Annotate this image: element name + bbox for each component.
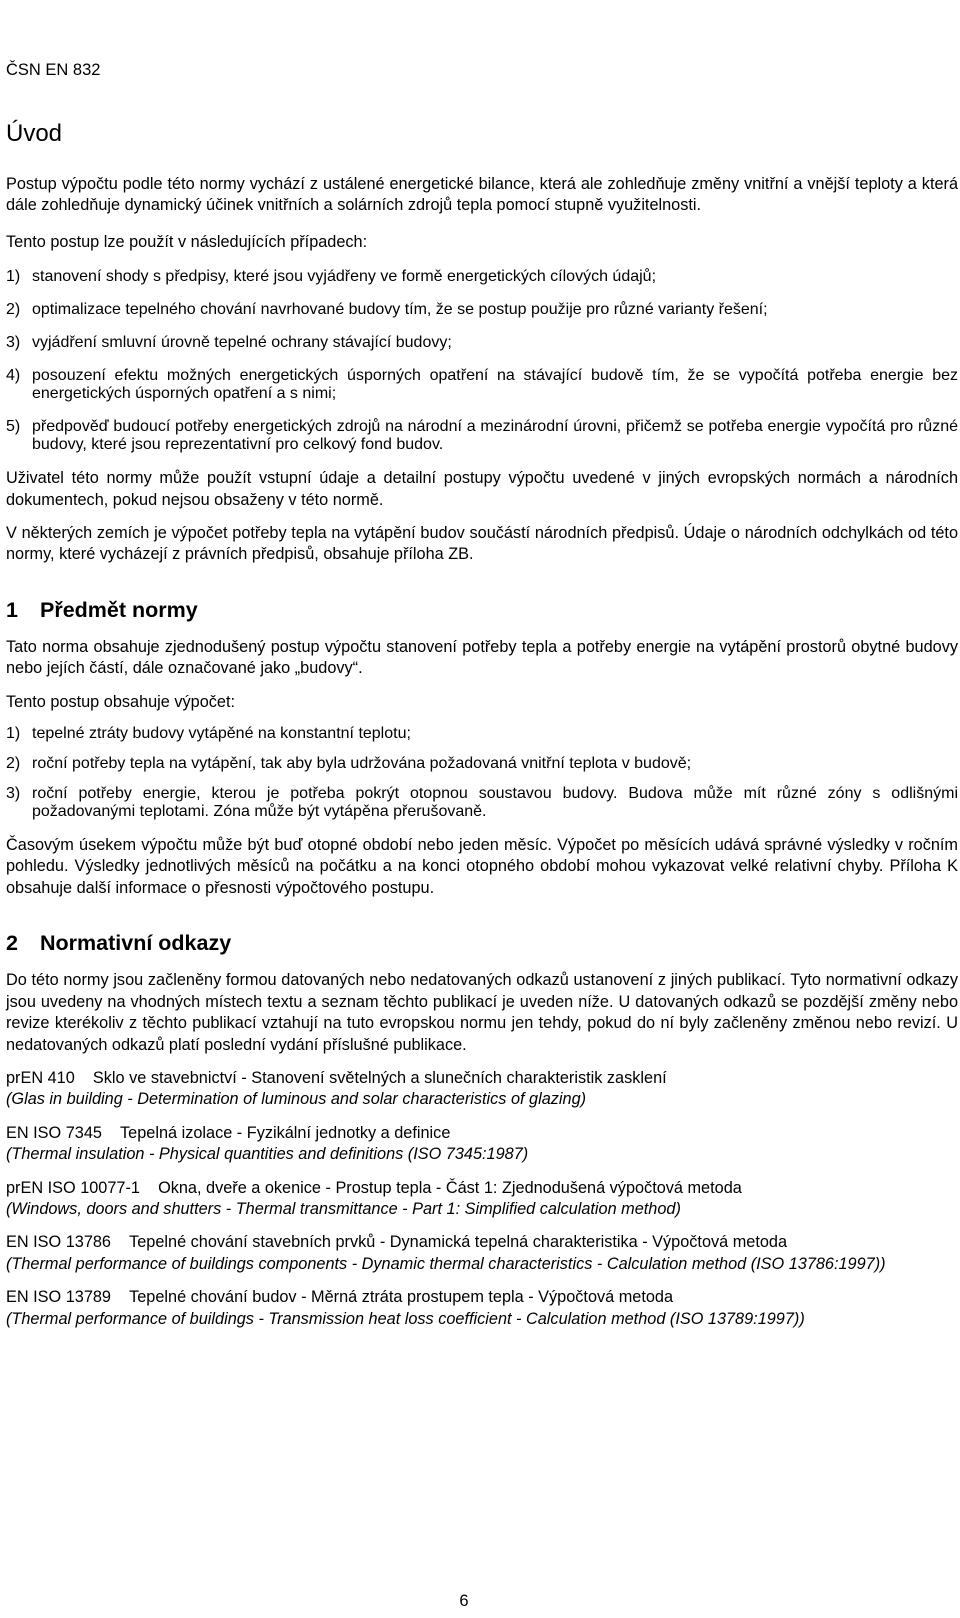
watermark-line-2: Prodej nebo poskytnuti normy treti osobe je v rozporu se zakonem !: [469, 25, 932, 44]
reference-title-line: [6, 1123, 958, 1144]
section-number: 1: [6, 597, 18, 622]
list-item: [6, 334, 958, 352]
section1-paragraph-1: Tato norma obsahuje zjednodušený postup výpočtu stanovení potřeby tepla a potřeby energie na vytápění prostorů obytné budovy nebo jejích částí, dále označované jako „budovy“.: [6, 637, 958, 678]
list-item: [6, 725, 958, 743]
list-item-number: 1): [6, 268, 21, 286]
section1-paragraph-3: Časovým úsekem výpočtu může být buď otopné období nebo jeden měsíc. Výpočet po měsících udává správné výsledky v ročním pohledu. Výsledky jednotlivých měsíců na počátku a na konci otopného období mohou vykazovat velké relativní chyby. Příloha K obsahuje další informace o přesnosti výpočtového postupu.: [6, 836, 958, 897]
intro-paragraph-1: Postup výpočtu podle této normy vychází z ustálené energetické bilance, která ale zohledňuje změny vnitřní a vnější teploty a která dále zohledňuje dynamický účinek vnitřních a solárních zdrojů tepla pomocí stupně využitelnosti.: [6, 175, 958, 215]
list-item: [6, 418, 958, 454]
reference-title-en: (Windows, doors and shutters - Thermal transmittance - Part 1: Simplified calculation method): [6, 1199, 681, 1218]
intro-paragraph-2: Tento postup lze použít v následujících případech:: [6, 232, 368, 251]
normative-reference: [6, 1123, 958, 1166]
intro-paragraph-3: Uživatel této normy může použít vstupní údaje a detailní postupy výpočtu uvedené v jiných evropských normách a národních dokumentech, pokud nejsou obsaženy v této normě.: [6, 469, 958, 509]
reference-code: EN ISO 13786: [6, 1233, 111, 1252]
list-item-text: optimalizace tepelného chování navrhované budovy tím, že se postup použije pro různé varianty řešení;: [32, 301, 768, 319]
list-item-number: 2): [6, 301, 21, 319]
reference-code: prEN 410: [6, 1068, 75, 1087]
section-number: 2: [6, 931, 18, 956]
reference-title-en: (Glas in building - Determination of luminous and solar characteristics of glazing): [6, 1090, 587, 1109]
list-item-number: 4): [6, 367, 21, 385]
section-heading-1: [6, 598, 958, 623]
watermark-line-1: Tato norma byla prodana firme: Arch.Design, s.r.o. ICO 25764314: [479, 3, 932, 22]
list-item-number: 1): [6, 725, 21, 743]
reference-title-en: (Thermal insulation - Physical quantities and definitions (ISO 7345:1987): [6, 1145, 529, 1164]
reference-title-en: (Thermal performance of buildings components - Dynamic thermal characteristics - Calculation method (ISO 13786:1997)): [6, 1254, 886, 1273]
normative-reference: [6, 1232, 958, 1275]
list-item-text: vyjádření smluvní úrovně tepelné ochrany stávající budovy;: [32, 334, 452, 352]
reference-code: prEN ISO 10077-1: [6, 1178, 140, 1197]
section-title: Normativní odkazy: [40, 931, 232, 956]
reference-code: EN ISO 13789: [6, 1288, 111, 1307]
section-title: Předmět normy: [40, 597, 198, 622]
reference-title-cz: Tepelné chování stavebních prvků - Dynamická tepelná charakteristika - Výpočtová metoda: [129, 1233, 788, 1252]
list-item-text: posouzení efektu možných energetických úsporných opatření na stávající budově tím, že se vypočítá potřeba energie bez energetických úsporných opatření a s nimi;: [32, 367, 958, 403]
normative-reference: [6, 1287, 958, 1330]
list-item: [6, 367, 958, 403]
list-item-number: 3): [6, 785, 21, 803]
list-item: [6, 755, 958, 773]
reference-title-cz: Sklo ve stavebnictví - Stanovení světelných a slunečních charakteristik zasklení: [92, 1068, 667, 1087]
list-item: [6, 301, 958, 319]
list-item-number: 3): [6, 334, 21, 352]
standard-code: ČSN EN 832: [6, 61, 101, 79]
list-item: [6, 268, 958, 286]
list-item-number: 2): [6, 755, 21, 773]
license-watermark: [470, 2, 932, 46]
reference-code: EN ISO 7345: [6, 1123, 102, 1142]
section2-paragraph-1: Do této normy jsou začleněny formou datovaných nebo nedatovaných odkazů ustanovení z jiných publikací. Tyto normativní odkazy jsou uvedeny na vhodných místech textu a seznam těchto publikací je uveden níže. U datovaných odkazů se pozdější změny nebo revize kterékoliv z těchto publikací vztahují na tuto evropskou normu jen tehdy, pokud do ní byly začleněny změnou nebo revizí. U nedatovaných odkazů platí poslední vydání příslušné publikace.: [6, 971, 958, 1054]
document-body: [6, 120, 958, 1330]
list-item-text: stanovení shody s předpisy, které jsou vyjádřeny ve formě energetických cílových údajů;: [32, 268, 657, 286]
reference-title-cz: Okna, dveře a okenice - Prostup tepla - Část 1: Zjednodušená výpočtová metoda: [158, 1178, 742, 1197]
reference-title-line: [6, 1178, 958, 1199]
intro-heading: Úvod: [6, 120, 63, 147]
list-item-text: roční potřeby energie, kterou je potřeba pokrýt otopnou soustavou budovy. Budova může mít různé zóny s odlišnými požadovanými teplotami. Zóna může být vytápěna přerušovaně.: [32, 785, 958, 821]
reference-title-cz: Tepelná izolace - Fyzikální jednotky a definice: [120, 1123, 451, 1142]
page-number: 6: [459, 1592, 469, 1610]
intro-paragraph-4: V některých zemích je výpočet potřeby tepla na vytápění budov součástí národních předpisů. Údaje o národních odchylkách od této normy, které vycházejí z právních předpisů, obsahuje příloha ZB.: [6, 524, 958, 564]
section1-paragraph-2: Tento postup obsahuje výpočet:: [6, 692, 236, 711]
reference-title-cz: Tepelné chování budov - Měrná ztráta prostupem tepla - Výpočtová metoda: [129, 1288, 674, 1307]
normative-reference: [6, 1178, 958, 1221]
normative-reference: [6, 1068, 958, 1111]
reference-title-line: [6, 1287, 958, 1308]
reference-title-en: (Thermal performance of buildings - Transmission heat loss coefficient - Calculation method (ISO 13789:1997)): [6, 1309, 805, 1328]
section-heading-2: [6, 931, 958, 956]
list-item-text: tepelné ztráty budovy vytápěné na konstantní teplotu;: [32, 725, 411, 743]
reference-title-line: [6, 1068, 958, 1089]
list-item-text: roční potřeby tepla na vytápění, tak aby byla udržována požadovaná vnitřní teplota v budově;: [32, 755, 692, 773]
list-item-text: předpověď budoucí potřeby energetických zdrojů na národní a mezinárodní úrovni, přičemž se potřeba energie vypočítá pro různé budovy, které jsou reprezentativní pro celkový fond budov.: [32, 418, 958, 454]
list-item-number: 5): [6, 418, 21, 436]
reference-title-line: [6, 1232, 958, 1253]
list-item: [6, 785, 958, 821]
